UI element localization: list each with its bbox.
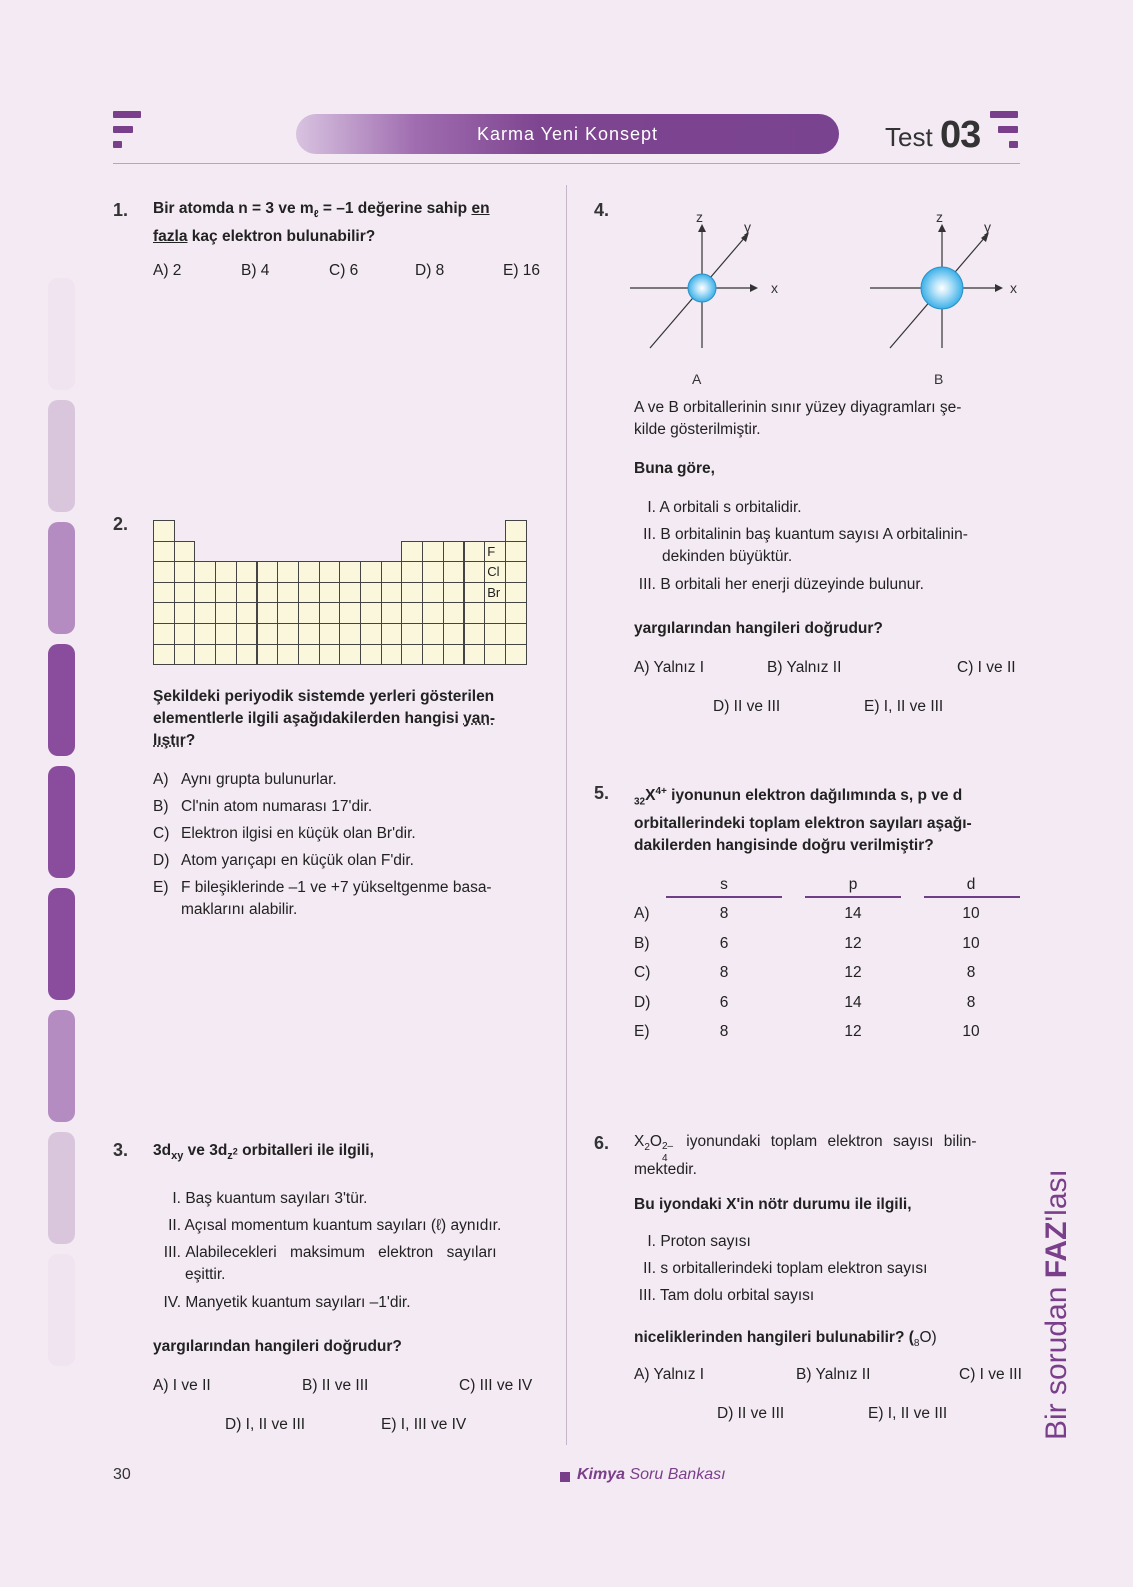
periodic-cell [298,644,320,666]
periodic-cell [153,561,175,583]
axis-x-a: x [771,280,778,296]
q4-option-b[interactable]: B) Yalnız II [767,659,842,676]
periodic-cell [401,623,423,645]
periodic-cell [443,644,465,666]
periodic-cell [174,541,196,563]
q5-header-p: p [848,876,858,893]
periodic-cell [464,623,486,645]
periodic-cell [236,602,258,624]
periodic-cell [339,623,361,645]
q4-option-c[interactable]: C) I ve II [957,659,1016,676]
periodic-cell [215,602,237,624]
q3-number: 3. [113,1140,129,1160]
periodic-cell-label: Br [484,582,506,604]
periodic-cell [339,644,361,666]
periodic-cell [464,561,486,583]
q5-cell-s: 6 [719,935,729,952]
orbital-b [870,224,1003,348]
q1-option-b[interactable]: B) 4 [241,262,270,279]
q2-option-c[interactable]: C) Elektron ilgisi en küçük olan Br'dir. [153,825,416,842]
periodic-cell [360,582,382,604]
q6-lead: Bu iyondaki X'in nötr durumu ile ilgili, [634,1196,912,1213]
periodic-cell [505,623,527,645]
q3-item-3: III. Alabilecekleri maksimum elektron sayıları [163,1244,497,1261]
periodic-cell [194,582,216,604]
periodic-cell [339,561,361,583]
periodic-cell [401,582,423,604]
periodic-cell [422,582,444,604]
periodic-cell [339,582,361,604]
periodic-cell [277,623,299,645]
q4-item-1: I. A orbitali s orbitalidir. [647,499,802,516]
periodic-cell [464,644,486,666]
periodic-cell [236,561,258,583]
q5-option-label[interactable]: B) [634,935,650,952]
footer-square-icon [560,1472,570,1482]
q3-item-3-cont: eşittir. [185,1266,226,1283]
periodic-cell [153,623,175,645]
q6-item-3: III. Tam dolu orbital sayısı [638,1287,815,1304]
periodic-cell [360,644,382,666]
label-a: A [692,371,702,387]
q5-option-label[interactable]: A) [634,905,650,922]
periodic-cell [443,582,465,604]
q5-header-line-s [666,896,782,898]
q5-text: $_{32}X^{4+}$ iyonunun elektron dağılımında s, p ve d orbitallerindeki toplam elektron sayıları aşağı- dakilerden hangisinde doğru verilmiştir? [634,786,972,855]
q5-cell-d: 10 [962,905,980,922]
periodic-cell-label: Cl [484,561,506,583]
q2-option-e[interactable]: E) F bileşiklerinde –1 ve +7 yükseltgenme basa- [153,879,492,896]
q2-option-d[interactable]: D) Atom yarıçapı en küçük olan F'dir. [153,852,414,869]
column-divider [566,185,567,1445]
periodic-cell [360,602,382,624]
periodic-cell [194,561,216,583]
periodic-cell [505,602,527,624]
periodic-cell [236,644,258,666]
periodic-cell [236,623,258,645]
periodic-cell [464,541,486,563]
periodic-cell [257,561,279,583]
q4-item-2-cont: dekinden büyüktür. [662,548,793,565]
periodic-cell [381,582,403,604]
periodic-cell [153,520,175,542]
q3-option-c[interactable]: C) III ve IV [459,1377,533,1394]
q6-number: 6. [594,1133,610,1153]
q4-option-d[interactable]: D) II ve III [713,698,781,715]
q6-item-1: I. Proton sayısı [647,1233,751,1250]
orbital-a [630,224,758,348]
q2-option-e-cont: maklarını alabilir. [181,901,298,918]
label-b: B [934,371,944,387]
q1-option-c[interactable]: C) 6 [329,262,359,279]
periodic-cell [215,623,237,645]
q5-option-label[interactable]: D) [634,994,651,1011]
periodic-cell [277,644,299,666]
q4-option-e[interactable]: E) I, II ve III [864,698,944,715]
periodic-cell [422,602,444,624]
periodic-cell [319,644,341,666]
periodic-cell [257,623,279,645]
q5-header-line-d [924,896,1020,898]
periodic-cell [215,561,237,583]
periodic-cell [277,582,299,604]
periodic-cell [236,582,258,604]
header-divider [113,163,1020,164]
periodic-cell [505,644,527,666]
q6-item-2: II. s orbitallerindeki toplam elektron sayısı [643,1260,928,1277]
q4-lead: Buna göre, [634,460,715,477]
periodic-cell [277,602,299,624]
q2-text: Şekildeki periyodik sistemde yerleri gösterilen elementlerle ilgili aşağıdakilerden hangisi yan- lıştır? [153,688,495,749]
periodic-cell [484,602,506,624]
q5-option-label[interactable]: C) [634,964,651,981]
side-brand: Bir sorudan FAZ'lası [1040,1169,1073,1440]
periodic-cell [153,644,175,666]
periodic-cell [339,602,361,624]
q4-question: yargılarından hangileri doğrudur? [634,620,883,637]
periodic-cell [360,561,382,583]
q5-cell-p: 12 [844,1023,862,1040]
q5-cell-p: 14 [844,905,862,922]
periodic-cell [401,541,423,563]
periodic-cell [505,582,527,604]
periodic-cell [194,644,216,666]
q5-cell-s: 6 [719,994,729,1011]
q5-cell-s: 8 [719,905,729,922]
q5-cell-s: 8 [719,964,729,981]
periodic-cell [319,582,341,604]
test-label: Test [885,122,933,152]
periodic-cell [422,541,444,563]
periodic-cell [257,602,279,624]
axis-z-b: z [936,209,943,225]
periodic-cell [360,623,382,645]
q5-cell-p: 12 [844,964,862,981]
periodic-cell [381,644,403,666]
q5-cell-p: 14 [844,994,862,1011]
periodic-cell [443,541,465,563]
q4-item-3: III. B orbitali her enerji düzeyinde bulunur. [638,576,924,593]
periodic-cell [257,582,279,604]
q3-text: $3d_{xy}$ ve $3d_{z^2}$ orbitalleri ile ilgili, [153,1142,374,1163]
periodic-cell [464,602,486,624]
periodic-cell [215,644,237,666]
q2-option-a[interactable]: A) Aynı grupta bulunurlar. [153,771,337,788]
periodic-cell [319,561,341,583]
periodic-cell [319,602,341,624]
q3-option-b[interactable]: B) II ve III [302,1377,369,1394]
q1-option-a[interactable]: A) 2 [153,262,182,279]
q3-option-d[interactable]: D) I, II ve III [225,1416,306,1433]
q3-item-1: I. Baş kuantum sayıları 3'tür. [172,1190,368,1207]
periodic-cell [484,644,506,666]
periodic-cell [298,582,320,604]
q1-option-e[interactable]: E) 16 [503,262,541,279]
q5-header-d: d [966,876,976,893]
q6-option-b[interactable]: B) Yalnız II [796,1366,871,1383]
test-number: 03 [940,114,981,156]
orbital-diagram [620,200,1040,400]
q6-question: niceliklerinden hangileri bulunabilir? $(_8O)$ [634,1329,937,1350]
periodic-cell [174,602,196,624]
periodic-cell [381,602,403,624]
q6-text: $X_2O$ 2– 4 iyonundaki toplam elektron sayısı bilin- mektedir. [634,1133,977,1179]
q6-option-e[interactable]: E) I, II ve III [868,1405,948,1422]
q5-option-label[interactable]: E) [634,1023,650,1040]
periodic-cell [443,602,465,624]
header-title: Karma Yeni Konsept [296,114,839,154]
periodic-cell [381,561,403,583]
periodic-cell-label: F [484,541,506,563]
q5-cell-d: 10 [962,1023,980,1040]
axis-x-b: x [1010,280,1017,296]
axis-y-b: y [984,219,991,235]
periodic-cell [194,602,216,624]
q5-cell-d: 8 [966,994,976,1011]
q4-item-2: II. B orbitalinin baş kuantum sayısı A orbitalinin- [643,526,968,543]
periodic-cell [464,582,486,604]
q1-option-d[interactable]: D) 8 [415,262,445,279]
q1-text: Bir atomda n = 3 ve $m_\ell = -1$ değerine sahip en fazla kaç elektron bulunabilir? [153,200,490,246]
periodic-cell [422,623,444,645]
axis-z-a: z [696,209,703,225]
periodic-cell [257,644,279,666]
periodic-cell [319,623,341,645]
periodic-cell [215,582,237,604]
periodic-cell [422,561,444,583]
periodic-cell [174,561,196,583]
q6-option-c[interactable]: C) I ve III [959,1366,1022,1383]
q4-text: A ve B orbitallerinin sınır yüzey diyagramları şe- kilde gösterilmiştir. [634,399,962,438]
periodic-cell [422,644,444,666]
periodic-cell [194,623,216,645]
periodic-cell [277,561,299,583]
periodic-cell [381,623,403,645]
q5-cell-d: 8 [966,964,976,981]
footer-book-title: Kimya Soru Bankası [577,1466,726,1483]
periodic-cell [505,520,527,542]
q4-option-a[interactable]: A) Yalnız I [634,659,705,676]
periodic-cell [505,541,527,563]
periodic-cell [153,582,175,604]
periodic-cell [153,541,175,563]
periodic-cell [298,623,320,645]
q5-cell-s: 8 [719,1023,729,1040]
q5-header-s: s [720,876,728,893]
periodic-cell [298,602,320,624]
q5-number: 5. [594,783,610,803]
q3-item-2: II. Açısal momentum kuantum sayıları (ℓ) aynıdır. [168,1217,502,1234]
q5-cell-p: 12 [844,935,862,952]
q3-item-4: IV. Manyetik kuantum sayıları –1'dir. [163,1294,411,1311]
axis-y-a: y [744,219,751,235]
periodic-cell [174,582,196,604]
periodic-cell [443,561,465,583]
q3-question: yargılarından hangileri doğrudur? [153,1338,402,1355]
q6-option-a[interactable]: A) Yalnız I [634,1366,705,1383]
periodic-cell [484,623,506,645]
q5-cell-d: 10 [962,935,980,952]
q3-option-a[interactable]: A) I ve II [153,1377,211,1394]
periodic-cell [174,623,196,645]
page-number: 30 [113,1466,131,1483]
periodic-cell [505,561,527,583]
q1-number: 1. [113,200,129,220]
periodic-cell [153,602,175,624]
q5-header-line-p [805,896,901,898]
periodic-cell [401,644,423,666]
q2-option-b[interactable]: B) Cl'nin atom numarası 17'dir. [153,798,373,815]
periodic-cell [298,561,320,583]
periodic-cell [401,561,423,583]
q3-option-e[interactable]: E) I, III ve IV [381,1416,467,1433]
periodic-cell [443,623,465,645]
q2-number: 2. [113,514,129,534]
q4-number: 4. [594,200,610,220]
q6-option-d[interactable]: D) II ve III [717,1405,785,1422]
periodic-cell [174,644,196,666]
periodic-cell [401,602,423,624]
